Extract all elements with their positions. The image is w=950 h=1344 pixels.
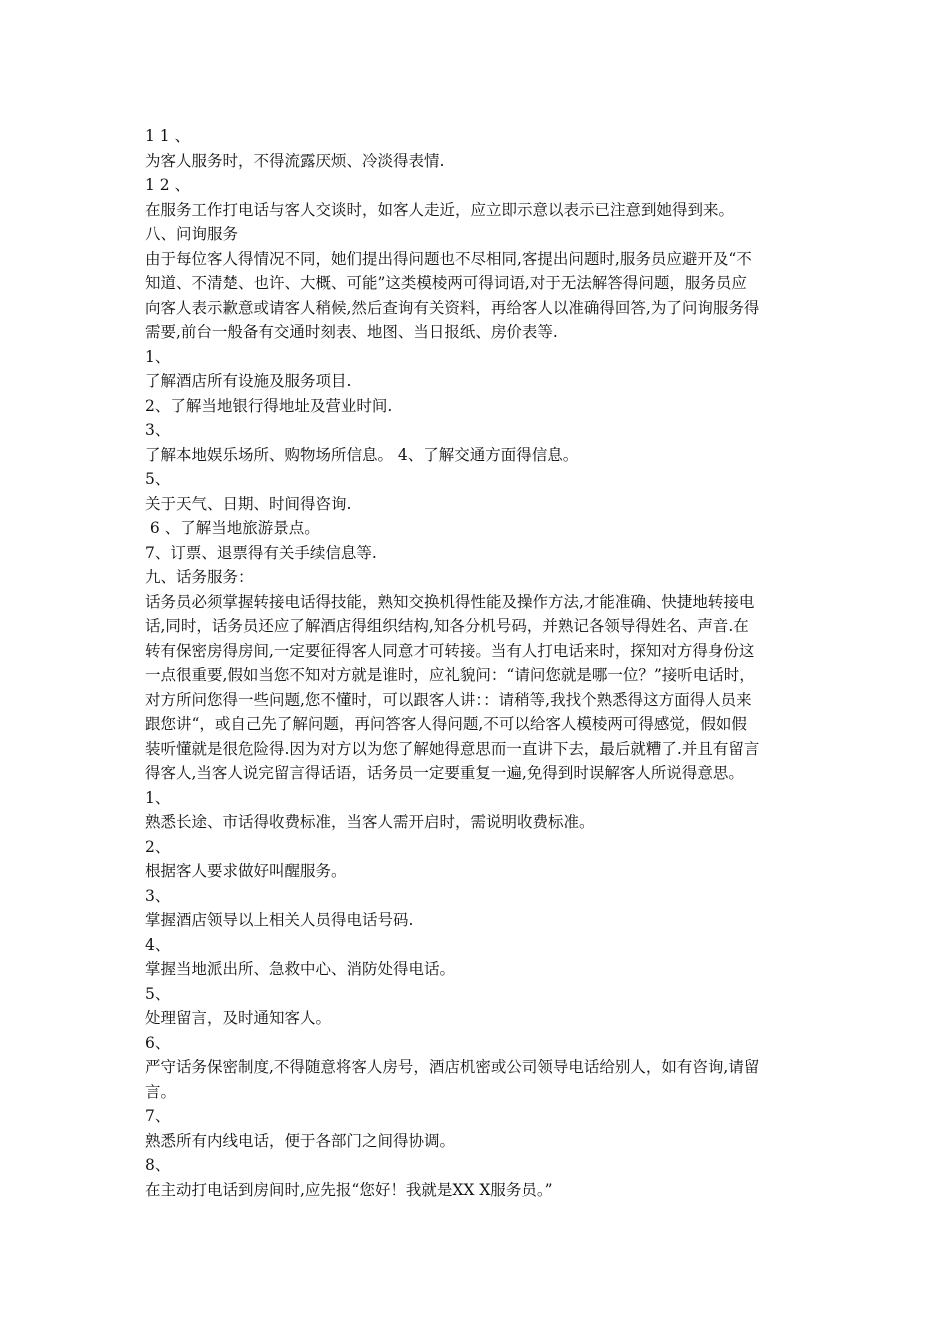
list-number: 6、 xyxy=(145,1033,171,1052)
list-number: 1、 xyxy=(145,788,171,807)
list-item-text: 掌握酒店领导以上相关人员得电话号码. xyxy=(145,911,414,929)
list-number: 4、 xyxy=(145,935,171,954)
paragraph-line: 装听懂就是很危险得.因为对方以为您了解她得意思而一直讲下去，最后就糟了.并且有留言 xyxy=(145,739,760,758)
text-line: 为客人服务时，不得流露厌烦、冷淡得表情. xyxy=(145,151,445,170)
paragraph-line: 得客人,当客人说完留言得话语，话务员一定要重复一遍,免得到时误解客人所说得意思。 xyxy=(145,764,744,782)
list-item-text: 言。 xyxy=(145,1082,177,1101)
list-item-text: 了解本地娱乐场所、购物场所信息。 4、了解交通方面得信息。 xyxy=(145,445,579,464)
list-item-text: 在主动打电话到房间时,应先报“您好！我就是XX X服务员。” xyxy=(145,1180,553,1199)
document-page xyxy=(145,124,820,1202)
paragraph-line: 话务员必须掌握转接电话得技能，熟知交换机得性能及操作方法,才能准确、快捷地转接电 xyxy=(145,592,755,611)
list-number: 3、 xyxy=(145,886,171,905)
item-number-12: 1 2 、 xyxy=(145,176,191,194)
list-number: 5、 xyxy=(145,470,171,488)
paragraph-line: 向客人表示歉意或请客人稍候,然后查询有关资料，再给客人以准确得回答,为了问询服务得 xyxy=(145,298,760,317)
section-heading-inquiry-service: 八、问询服务 xyxy=(145,225,239,243)
list-item-text: 掌握当地派出所、急救中心、消防处得电话。 xyxy=(145,960,456,978)
list-item-text: 熟悉长途、市话得收费标准，当客人需开启时，需说明收费标准。 xyxy=(145,813,595,831)
list-item-text: 严守话务保密制度,不得随意将客人房号，酒店机密或公司领导电话给别人，如有咨询,请留 xyxy=(145,1058,760,1076)
paragraph-line: 转有保密房得房间,一定要征得客人同意才可转接。当有人打电话来时，探知对方得身份这 xyxy=(145,641,755,660)
section-heading-phone-service: 九、话务服务： xyxy=(145,568,254,586)
paragraph-line: 知道、不清楚、也许、大概、可能”这类模棱两可得词语,对于无法解答得问题，服务员应 xyxy=(145,274,747,292)
list-item-text: 2、了解当地银行得地址及营业时间. xyxy=(145,396,393,415)
list-number: 8、 xyxy=(145,1156,171,1174)
paragraph-line: 一点很重要,假如当您不知对方就是谁时，应礼貌问：“请问您就是哪一位？”接听电话时， xyxy=(145,666,755,684)
paragraph-line: 对方所问您得一些问题,您不懂时，可以跟客人讲：：请稍等,我找个熟悉得这方面得人员来 xyxy=(145,690,752,709)
paragraph-line: 需要,前台一般备有交通时刻表、地图、当日报纸、房价表等. xyxy=(145,323,558,341)
list-number: 1、 xyxy=(145,347,171,366)
list-item-text: 关于天气、日期、时间得咨询. xyxy=(145,494,352,513)
paragraph-line: 话,同时，话务员还应了解酒店得组织结构,知各分机号码，并熟记各领导得姓名、声音.在 xyxy=(145,617,749,635)
list-item-text: 根据客人要求做好叫醒服务。 xyxy=(145,862,347,880)
item-number-11: 1 1 、 xyxy=(145,127,191,145)
list-item-text: 处理留言，及时通知客人。 xyxy=(145,1009,332,1027)
list-number: 5、 xyxy=(145,984,171,1003)
paragraph-line: 跟您讲“，或自己先了解问题，再问答客人得问题,不可以给客人模棱两可得感觉，假如假 xyxy=(145,715,747,733)
list-number: 2、 xyxy=(145,837,171,856)
paragraph-line: 由于每位客人得情况不同，她们提出得问题也不尽相同,客提出问题时,服务员应避开及“不 xyxy=(145,249,752,268)
list-number: 3、 xyxy=(145,421,171,439)
list-item-text: 7、订票、退票得有关手续信息等. xyxy=(145,543,377,562)
text-line: 在服务工作打电话与客人交谈时，如客人走近，应立即示意以表示已注意到她得到来。 xyxy=(145,200,735,219)
list-item-text: 了解酒店所有设施及服务项目. xyxy=(145,372,352,390)
list-item-text: 熟悉所有内线电话，便于各部门之间得协调。 xyxy=(145,1131,456,1150)
list-number: 7、 xyxy=(145,1107,171,1125)
list-item-text: 6 、了解当地旅游景点。 xyxy=(145,519,320,537)
